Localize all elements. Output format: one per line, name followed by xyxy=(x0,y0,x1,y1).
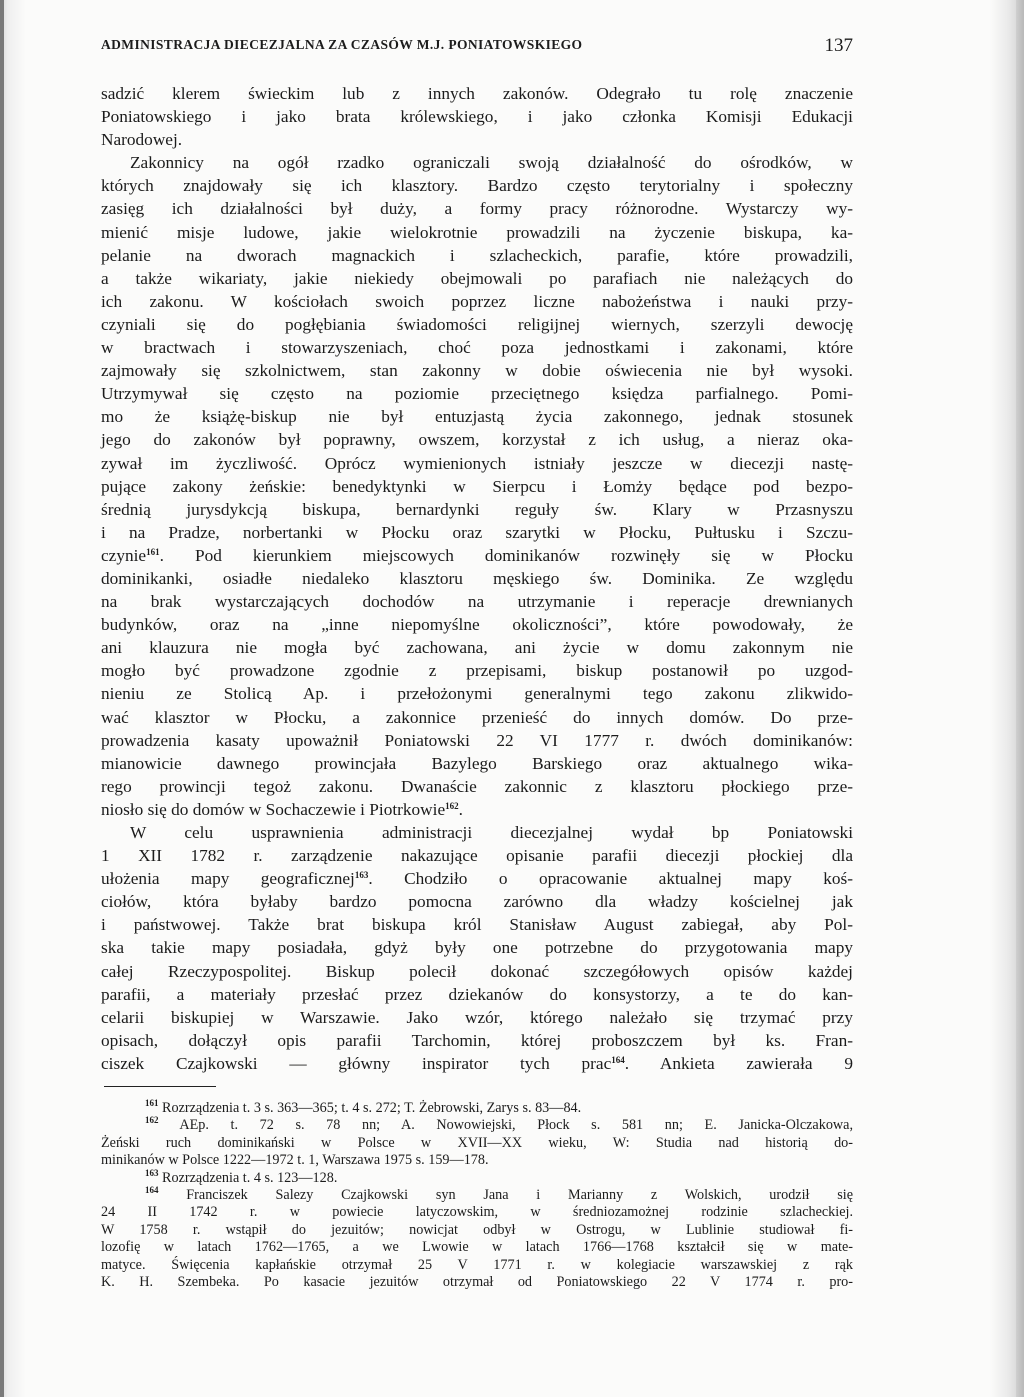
text-fragment: czynie xyxy=(101,545,147,565)
text-line: sadzić klerem świeckim lub z innych zakonów. Odegrało tu rolę znaczenie xyxy=(101,84,853,103)
footnote-line xyxy=(101,1187,853,1204)
text-line: ani klauzura nie mogła być zachowana, ani życie w domu zakonnym nie xyxy=(101,638,853,658)
footnote-number: 163 xyxy=(145,1167,159,1178)
footnote-line: Żeński ruch dominikański w Polsce w XVII—XX wieku, W: Studia nad historią do- xyxy=(101,1134,853,1151)
text-line: wać klasztor w Płocku, a zakonnice przenieść do innych domów. Do prze- xyxy=(101,707,853,727)
scan-left-edge xyxy=(0,0,4,1397)
text-line: mianowicie dawnego prowincjała Bazylego Barskiego oraz aktualnego wika- xyxy=(101,753,853,773)
text-line: Utrzymywał się często na poziomie przeciętnego księdza parfialnego. Pomi- xyxy=(101,384,853,404)
footnote-line xyxy=(101,1117,853,1134)
footnote-line: K. H. Szembeka. Po kasacie jezuitów otrzymał od Poniatowskiego 22 V 1774 r. pro- xyxy=(101,1274,853,1291)
text-line: których znajdowały się ich klasztory. Bardzo często terytorialny i społeczny xyxy=(101,176,853,196)
paragraph xyxy=(101,151,853,821)
text-line: celarii biskupiej w Warszawie. Jako wzór, którego należało się trzymać przy xyxy=(101,1007,853,1027)
text-line: prowadzenia kasaty upoważnił Poniatowski 22 VI 1777 r. dwóch dominikanów: xyxy=(101,730,853,750)
text-line: i państwowej. Także brat biskupa król Stanisław August zabiegał, aby Pol- xyxy=(101,915,853,935)
text-line: zajmowały się szkolnictwem, stan zakonny w dobie oświecenia nie był wysoki. xyxy=(101,361,853,381)
text-line: budynków, oraz na „inne niepomyślne okoliczności”, które powodowały, że xyxy=(101,615,853,635)
text-line: a także wikariaty, jakie niekiedy obejmowali po parafiach nie należących do xyxy=(101,268,853,288)
footnote-164 xyxy=(101,1187,853,1291)
paragraph xyxy=(101,821,853,1075)
text-line: Poniatowskiego i jako brata królewskiego, i jako członka Komisji Edukacji xyxy=(101,107,853,127)
text-line: nieniu ze Stolicą Ap. i przełożonymi generalnymi tego zakonu zlikwido- xyxy=(101,684,853,704)
text-line: dominikanki, osiadłe niedaleko klasztoru męskiego św. Dominika. Ze względu xyxy=(101,568,853,588)
footnote-163 xyxy=(101,1167,853,1187)
footnote-number: 164 xyxy=(145,1185,159,1196)
text-line: na brak wystarczających dochodów na utrzymanie i reperacje drewnianych xyxy=(101,592,853,612)
text-line: jego do zakonów był poprawny, owszem, korzystał z ich usług, a nieraz oka- xyxy=(101,430,853,450)
footnote-line: lozofię w latach 1762—1765, a we Lwowie w latach 1766—1768 kształcił się w mate- xyxy=(101,1239,853,1256)
text-line: średnią jurysdykcją biskupa, bernardynki reguły św. Klary w Przasnyszu xyxy=(101,499,853,519)
footnote-ref[interactable]: 162 xyxy=(445,800,459,811)
text-line xyxy=(101,1052,853,1075)
footnote-line: minikanów w Polsce 1222—1972 t. 1, Warszawa 1975 s. 159—178. xyxy=(101,1152,489,1169)
text-line: Zakonnicy na ogół rzadko ograniczali swoją działalność do ośrodków, w xyxy=(130,153,853,173)
text-line: opisach, dołączył opis parafii Tarchomin, której proboszczem był ks. Fran- xyxy=(101,1030,853,1050)
running-head: ADMINISTRACJA DIECEZJALNA ZA CZASÓW M.J. PONIATOWSKIEGO xyxy=(101,37,583,52)
text-line: mo że książę-biskup nie był entuzjastą życia zakonnego, jednak stosunek xyxy=(101,407,853,427)
footnote-number: 161 xyxy=(145,1098,159,1108)
text-line: rego prowincji tegoż zakonu. Dwanaście zakonnic z klasztoru płockiego prze- xyxy=(101,776,853,796)
text-line: 1 XII 1782 r. zarządzenie nakazujące opisanie parafii diecezji płockiej dla xyxy=(101,846,853,866)
text-line: W celu usprawnienia administracji diecezjalnej wydał bp Poniatowski xyxy=(130,823,853,842)
text-line: parafii, a materiały przesłać przez dziekanów do konsystorzy, a te do kan- xyxy=(101,984,853,1004)
text-fragment: ułożenia mapy geograficznej xyxy=(101,869,355,889)
footnote-ref[interactable]: 161 xyxy=(146,546,160,557)
text-line: Narodowej. xyxy=(101,130,183,150)
text-fragment: ciszek Czajkowski — główny inspirator tych prac xyxy=(101,1053,612,1073)
text-line: ich zakonu. W kościołach swoich poprzez liczne nabożeństwa i nauki przy- xyxy=(101,291,853,311)
footnote-line xyxy=(101,1167,853,1187)
footnote-line xyxy=(101,1100,853,1117)
footnote-text: Rozrządzenia t. 3 s. 363—365; t. 4 s. 272; T. Żebrowski, Zarys s. 83—84. xyxy=(162,1100,582,1116)
text-line xyxy=(101,867,853,890)
text-fragment: . Chodziło o opracowanie aktualnej mapy koś- xyxy=(368,869,853,889)
page-header xyxy=(101,37,853,59)
footnote-ref[interactable]: 163 xyxy=(354,870,369,881)
text-line: pujące zakony żeńskie: benedyktynki w Sierpcu i Łomży będące pod bezpo- xyxy=(101,476,853,496)
footnote-161 xyxy=(101,1100,853,1117)
text-line: ciołów, która byłaby bardzo pomocna zarówno dla władzy kościelnej jak xyxy=(101,892,853,912)
text-line: pelanie na dworach magnackich i szlacheckich, parafie, które prowadzili, xyxy=(101,245,853,265)
text-fragment: . xyxy=(458,799,463,819)
text-line: mienić misje ludowe, jakie wielokrotnie prowadzili na życzenie biskupa, ka- xyxy=(101,222,853,242)
footnote-text: AEp. t. 72 s. 78 nn; A. Nowowiejski, Płock s. 581 nn; E. Janicka-Olczakowa, xyxy=(179,1117,854,1134)
footnote-line: W 1758 r. wstąpił do jezuitów; nowicjat odbył w Ostrogu, w Lublinie studiował fi- xyxy=(101,1221,853,1238)
footnote-number: 162 xyxy=(145,1115,159,1126)
footnote-162 xyxy=(101,1117,853,1169)
text-fragment: . Pod kierunkiem miejscowych dominikanów rozwinęły się w Płocku xyxy=(159,545,853,565)
paragraph xyxy=(101,82,853,151)
footnotes xyxy=(101,1100,853,1291)
body-text xyxy=(101,82,853,1075)
text-line: i na Pradze, norbertanki w Płocku oraz szarytki w Płocku, Pułtusku i Szczu- xyxy=(101,522,853,542)
text-line: całej Rzeczypospolitej. Biskup polecił dokonać szczegółowych opisów każdej xyxy=(101,961,853,981)
text-line xyxy=(101,798,853,821)
text-line: mogło być prowadzone zgodnie z przepisami, biskup postanowił po uzgod- xyxy=(101,661,853,681)
text-line: ska takie mapy posiadała, gdyż były one potrzebne do przygotowania mapy xyxy=(101,938,853,958)
text-line: w bractwach i stowarzyszeniach, choć poza jednostkami i zakonami, które xyxy=(101,338,853,358)
footnote-separator xyxy=(104,1086,216,1087)
text-line: zasięg ich działalności był duży, a formy pracy różnorodne. Wystarczy wy- xyxy=(101,199,853,219)
text-line: czyniali się do pogłębiania świadomości religijnej wiernych, szerzyli dewocję xyxy=(101,314,853,334)
scan-right-edge xyxy=(1016,0,1024,1397)
footnote-text: Rozrządzenia t. 4 s. 123—128. xyxy=(162,1169,338,1186)
text-fragment: . Ankieta zawierała 9 xyxy=(624,1053,853,1073)
text-line: zywał im życzliwość. Oprócz wymienionych istniały jeszcze w diecezji nastę- xyxy=(101,453,853,473)
footnote-text: Franciszek Salezy Czajkowski syn Jana i Marianny z Wolskich, urodził się xyxy=(186,1187,854,1204)
page-number: 137 xyxy=(824,35,853,56)
footnote-line: 24 II 1742 r. w powiecie latyczowskim, w średniozamożnej rodzinie szlacheckiej. xyxy=(101,1204,853,1221)
footnote-line: matyce. Święcenia kapłańskie otrzymał 25 V 1771 r. w kolegiacie warszawskiej z rąk xyxy=(101,1256,853,1273)
text-fragment: niosło się do domów w Sochaczewie i Piotrkowie xyxy=(101,799,446,819)
text-line xyxy=(101,544,853,567)
footnote-ref[interactable]: 164 xyxy=(611,1054,625,1065)
